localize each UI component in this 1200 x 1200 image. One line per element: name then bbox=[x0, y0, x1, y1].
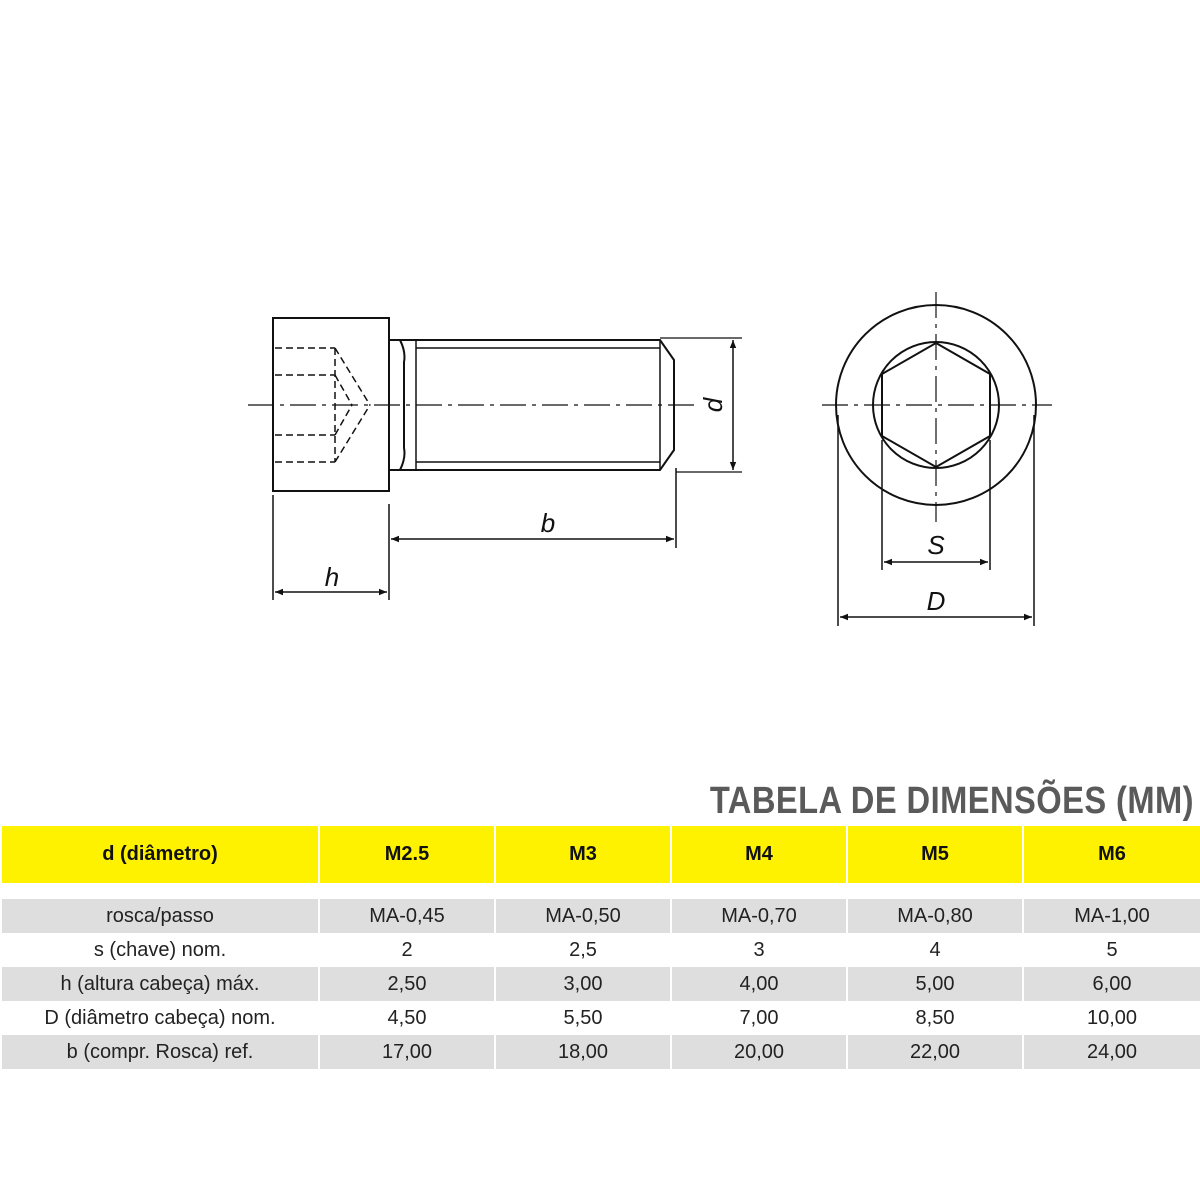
table-row bbox=[2, 1001, 1200, 1035]
table-cell: 24,00 bbox=[1024, 1035, 1200, 1069]
table-cell: 3 bbox=[672, 933, 848, 967]
table-row bbox=[2, 1035, 1200, 1069]
table-header-row bbox=[2, 826, 1200, 883]
row-label: D (diâmetro cabeça) nom. bbox=[2, 1001, 320, 1035]
table-cell: MA-0,80 bbox=[848, 899, 1024, 933]
header-cell: M6 bbox=[1024, 826, 1200, 883]
table-cell: 7,00 bbox=[672, 1001, 848, 1035]
table-row bbox=[2, 933, 1200, 967]
dimensions-table bbox=[2, 826, 1200, 1069]
table-cell: MA-0,45 bbox=[320, 899, 496, 933]
table-cell: MA-0,70 bbox=[672, 899, 848, 933]
table-cell: 20,00 bbox=[672, 1035, 848, 1069]
header-cell: M4 bbox=[672, 826, 848, 883]
table-cell: 4,50 bbox=[320, 1001, 496, 1035]
row-label: b (compr. Rosca) ref. bbox=[2, 1035, 320, 1069]
label-h: h bbox=[324, 562, 340, 592]
table-cell: 10,00 bbox=[1024, 1001, 1200, 1035]
table-cell: 2,50 bbox=[320, 967, 496, 1001]
row-label: h (altura cabeça) máx. bbox=[2, 967, 320, 1001]
table-cell: MA-0,50 bbox=[496, 899, 672, 933]
table-cell: 4 bbox=[848, 933, 1024, 967]
table-cell: MA-1,00 bbox=[1024, 899, 1200, 933]
table-cell: 5,00 bbox=[848, 967, 1024, 1001]
table-cell: 3,00 bbox=[496, 967, 672, 1001]
row-label: rosca/passo bbox=[2, 899, 320, 933]
table-cell: 22,00 bbox=[848, 1035, 1024, 1069]
header-cell: M3 bbox=[496, 826, 672, 883]
table-cell: 5,50 bbox=[496, 1001, 672, 1035]
row-label: s (chave) nom. bbox=[2, 933, 320, 967]
label-b: b bbox=[540, 508, 556, 538]
label-d: d bbox=[698, 397, 728, 413]
table-cell: 2 bbox=[320, 933, 496, 967]
table-cell: 5 bbox=[1024, 933, 1200, 967]
table-cell: 2,5 bbox=[496, 933, 672, 967]
table-cell: 18,00 bbox=[496, 1035, 672, 1069]
table-row bbox=[2, 967, 1200, 1001]
label-s: S bbox=[927, 530, 945, 560]
header-cell: M5 bbox=[848, 826, 1024, 883]
table-cell: 6,00 bbox=[1024, 967, 1200, 1001]
side-view bbox=[248, 318, 742, 600]
table-cell: 17,00 bbox=[320, 1035, 496, 1069]
label-D: D bbox=[926, 586, 946, 616]
table-cell: 8,50 bbox=[848, 1001, 1024, 1035]
header-cell: M2.5 bbox=[320, 826, 496, 883]
table-row bbox=[2, 899, 1200, 933]
table-cell: 4,00 bbox=[672, 967, 848, 1001]
header-cell: d (diâmetro) bbox=[2, 826, 320, 883]
end-view bbox=[822, 292, 1052, 626]
table-title: TABELA DE DIMENSÕES (MM) bbox=[709, 780, 1194, 822]
